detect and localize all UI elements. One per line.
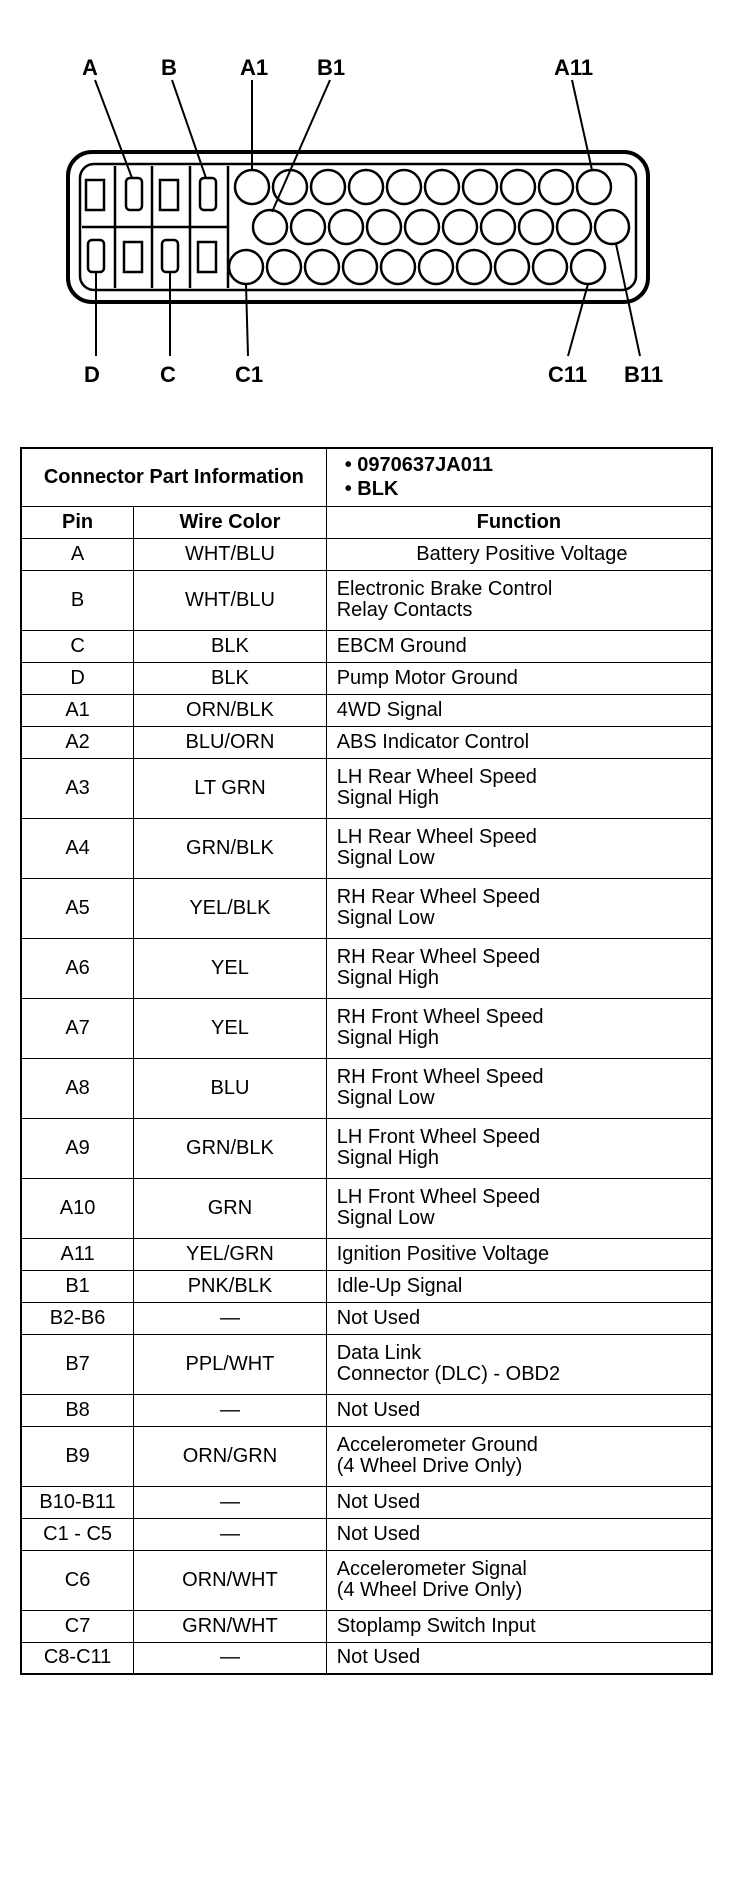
table-row	[21, 694, 712, 726]
pin-row-c	[229, 250, 605, 284]
terminal-c	[162, 240, 178, 272]
table-row	[21, 538, 712, 570]
pin-cell: A1	[21, 694, 134, 726]
function-cell: LH Front Wheel Speed Signal High	[326, 1118, 712, 1178]
connector-info-header: Connector Part Information	[21, 448, 326, 506]
connector-info-item: • BLK	[344, 478, 399, 501]
terminal-d	[88, 240, 104, 272]
column-header-pin: Pin	[21, 506, 134, 538]
table-row	[21, 1426, 712, 1486]
function-cell: RH Front Wheel Speed Signal Low	[326, 1058, 712, 1118]
function-cell: Accelerometer Signal (4 Wheel Drive Only)	[326, 1550, 712, 1610]
pin-cell: A3	[21, 758, 134, 818]
pin-cell: A5	[21, 878, 134, 938]
function-cell: Idle-Up Signal	[326, 1270, 712, 1302]
pin-cell: A	[21, 538, 134, 570]
function-cell: Electronic Brake Control Relay Contacts	[326, 570, 712, 630]
table-row	[21, 570, 712, 630]
wire-color-cell: WHT/BLU	[134, 570, 327, 630]
table-row	[21, 1610, 712, 1642]
label-a1: A1	[240, 55, 269, 80]
pin-cell: A7	[21, 998, 134, 1058]
pin-cell: B9	[21, 1426, 134, 1486]
pin-cell: B10-B11	[21, 1486, 134, 1518]
function-cell: Not Used	[326, 1394, 712, 1426]
pin-cell: A2	[21, 726, 134, 758]
terminal-slot	[124, 242, 142, 272]
function-cell: 4WD Signal	[326, 694, 712, 726]
label-c11: C11	[548, 362, 588, 387]
function-cell: Ignition Positive Voltage	[326, 1238, 712, 1270]
pin-cell: B2-B6	[21, 1302, 134, 1334]
pin-cell: A11	[21, 1238, 134, 1270]
wire-color-cell: ORN/WHT	[134, 1550, 327, 1610]
table-row	[21, 1642, 712, 1674]
wire-color-cell: YEL	[134, 998, 327, 1058]
function-cell: Battery Positive Voltage	[326, 538, 712, 570]
table-row	[21, 1550, 712, 1610]
pin-row-a	[235, 170, 611, 204]
wire-color-cell: —	[134, 1302, 327, 1334]
wire-color-cell: GRN/BLK	[134, 818, 327, 878]
pin-cell: B7	[21, 1334, 134, 1394]
table-row	[21, 818, 712, 878]
function-cell: Accelerometer Ground (4 Wheel Drive Only)	[326, 1426, 712, 1486]
table-row	[21, 726, 712, 758]
connector-info-item: • 0970637JA011	[344, 454, 493, 477]
pin-cell: C8-C11	[21, 1642, 134, 1674]
table-row	[21, 998, 712, 1058]
connector-info-row	[21, 448, 712, 506]
table-row	[21, 1334, 712, 1394]
wire-color-cell: ORN/GRN	[134, 1426, 327, 1486]
function-cell: Not Used	[326, 1302, 712, 1334]
function-cell: LH Rear Wheel Speed Signal Low	[326, 818, 712, 878]
table-row	[21, 1486, 712, 1518]
wire-color-cell: BLU/ORN	[134, 726, 327, 758]
function-cell: LH Rear Wheel Speed Signal High	[326, 758, 712, 818]
terminal-slot	[198, 242, 216, 272]
pin-row-b	[253, 210, 629, 244]
wire-color-cell: WHT/BLU	[134, 538, 327, 570]
function-cell: Pump Motor Ground	[326, 662, 712, 694]
function-cell: ABS Indicator Control	[326, 726, 712, 758]
table-row	[21, 878, 712, 938]
wire-color-cell: ORN/BLK	[134, 694, 327, 726]
wire-color-cell: PNK/BLK	[134, 1270, 327, 1302]
table-row	[21, 1270, 712, 1302]
label-a11: A11	[554, 55, 594, 80]
label-b11: B11	[624, 362, 664, 387]
wire-color-cell: PPL/WHT	[134, 1334, 327, 1394]
pin-cell: B1	[21, 1270, 134, 1302]
table-row	[21, 1118, 712, 1178]
label-a: A	[82, 55, 98, 80]
table-row	[21, 1518, 712, 1550]
label-b: B	[161, 55, 177, 80]
pin-cell: A4	[21, 818, 134, 878]
table-row	[21, 630, 712, 662]
pin-cell: A9	[21, 1118, 134, 1178]
function-cell: Not Used	[326, 1642, 712, 1674]
column-header-wire-color: Wire Color	[134, 506, 327, 538]
label-b1: B1	[317, 55, 346, 80]
table-row	[21, 1302, 712, 1334]
pin-cell: A10	[21, 1178, 134, 1238]
label-c: C	[160, 362, 176, 387]
table-row	[21, 1178, 712, 1238]
column-header-function: Function	[326, 506, 712, 538]
table-row	[21, 1058, 712, 1118]
wire-color-cell: —	[134, 1642, 327, 1674]
wire-color-cell: BLK	[134, 630, 327, 662]
wire-color-cell: GRN/WHT	[134, 1610, 327, 1642]
function-cell: Not Used	[326, 1518, 712, 1550]
wire-color-cell: YEL/GRN	[134, 1238, 327, 1270]
function-cell: Not Used	[326, 1486, 712, 1518]
wire-color-cell: GRN/BLK	[134, 1118, 327, 1178]
column-header-row	[21, 506, 712, 538]
function-cell: RH Rear Wheel Speed Signal High	[326, 938, 712, 998]
wire-color-cell: BLK	[134, 662, 327, 694]
table-row	[21, 662, 712, 694]
wire-color-cell: —	[134, 1486, 327, 1518]
terminal-slot	[160, 180, 178, 210]
wire-color-cell: GRN	[134, 1178, 327, 1238]
function-cell: RH Rear Wheel Speed Signal Low	[326, 878, 712, 938]
wire-color-cell: YEL	[134, 938, 327, 998]
pin-cell: C6	[21, 1550, 134, 1610]
pin-cell: A8	[21, 1058, 134, 1118]
pin-cell: C7	[21, 1610, 134, 1642]
pin-cell: C	[21, 630, 134, 662]
wire-color-cell: —	[134, 1394, 327, 1426]
function-cell: RH Front Wheel Speed Signal High	[326, 998, 712, 1058]
pin-cell: C1 - C5	[21, 1518, 134, 1550]
table-row	[21, 938, 712, 998]
function-cell: EBCM Ground	[326, 630, 712, 662]
terminal-b	[200, 178, 216, 210]
pin-cell: B	[21, 570, 134, 630]
connector-diagram	[0, 0, 736, 410]
pin-table	[20, 447, 713, 1675]
function-cell: Data Link Connector (DLC) - OBD2	[326, 1334, 712, 1394]
label-d: D	[84, 362, 100, 387]
wire-color-cell: YEL/BLK	[134, 878, 327, 938]
connector-info-list	[326, 448, 712, 506]
pin-cell: B8	[21, 1394, 134, 1426]
pin-cell: A6	[21, 938, 134, 998]
pin-cell: D	[21, 662, 134, 694]
terminal-slot	[86, 180, 104, 210]
label-c1: C1	[235, 362, 264, 387]
table-row	[21, 1394, 712, 1426]
wire-color-cell: LT GRN	[134, 758, 327, 818]
function-cell: Stoplamp Switch Input	[326, 1610, 712, 1642]
terminal-a	[126, 178, 142, 210]
function-cell: LH Front Wheel Speed Signal Low	[326, 1178, 712, 1238]
table-row	[21, 1238, 712, 1270]
table-row	[21, 758, 712, 818]
wire-color-cell: BLU	[134, 1058, 327, 1118]
wire-color-cell: —	[134, 1518, 327, 1550]
